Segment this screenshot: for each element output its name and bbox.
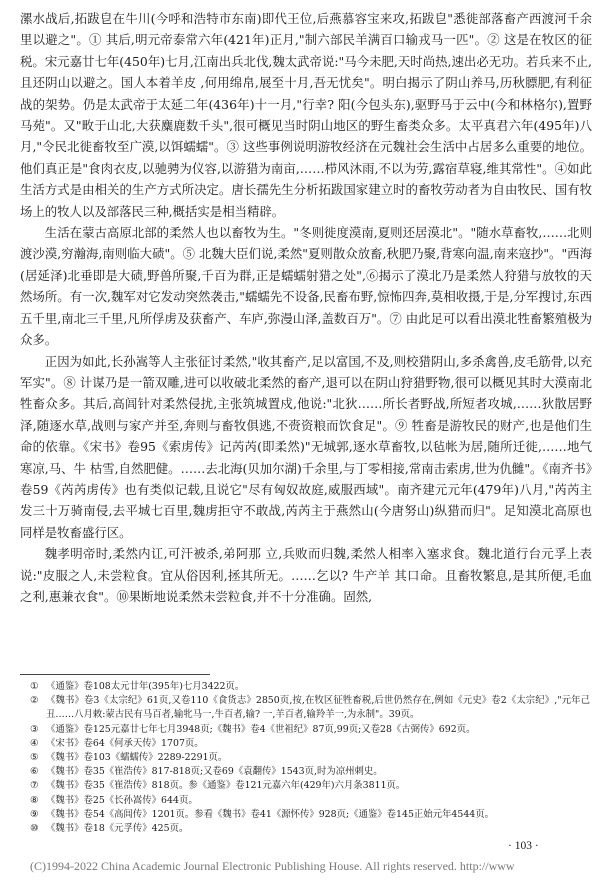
footnote-text: 《魏书》卷25《长孙嵩传》644页。 xyxy=(46,794,198,806)
footnote xyxy=(30,794,590,808)
footnote xyxy=(30,751,590,765)
footnotes xyxy=(30,680,590,836)
footnote-text: 《魏书》卷35《崔浩传》817-818页;又卷69《袁翻传》1543页,时为凉州刺史。 xyxy=(46,766,383,778)
footnote-mark: ⑨ xyxy=(30,808,39,820)
footnote-mark: ② xyxy=(30,695,39,707)
footnote-mark: ④ xyxy=(30,737,39,749)
footnote-mark: ① xyxy=(30,681,39,692)
footnote xyxy=(30,737,590,751)
paragraph: 正因为如此,长孙嵩等人主张征讨柔然,"收其畜产,足以富国,不及,则校猎阴山,多杀禽兽,皮毛筋骨,以充军实"。⑧ 计谋乃是一箭双雕,进可以收破北柔然的畜产,退可以在阴山狩猎野物,很可以概见其时大漠南北牲畜众多。其后,高闾针对柔然侵扰,主张筑城置戍,他说:"北狄……所长者野战,所短者攻城,……狄散居野泽,随逐水草,战则与家产并至,奔则与畜牧俱逃,不赍资粮而饮食足"。⑨ 牲畜是游牧民的财产,也是他们生命的依靠。《宋书》卷95《索虏传》记芮芮(即柔然)"无城郭,逐水草畜牧,以毡帐为居,随所迁徙,……地气寒凉,马、牛 枯雪,自然肥健。……去北海(贝加尔湖)千余里,与丁零相接,常南击索虏,世为仇雠"。《南齐书》卷59《芮芮虏传》也有类似记载,且说它"尽有匈奴故庭,威服西域"。南齐建元元年(479年)八月,"芮芮主发三十万骑南侵,去平城七百里,魏虏拒守不敢战,芮芮主于燕然山(今唐努山)纵猎而归"。足知漠北高原也同样是牧畜盛行区。 xyxy=(20,353,592,540)
footnote-mark: ⑧ xyxy=(30,794,39,806)
footnote-text: 《魏书》卷18《元孚传》425页。 xyxy=(46,823,189,835)
footnote-text: 《宋书》卷64《何承天传》1707页。 xyxy=(46,737,204,749)
footnote-mark: ③ xyxy=(30,723,39,735)
body-text xyxy=(20,8,592,607)
footnote-text: 《魏书》卷103《蠕蠕传》2289-2291页。 xyxy=(46,752,228,764)
paragraph: 魏孝明帝时,柔然内讧,可汗被杀,弟阿那 立,兵败而归魏,柔然人相率入塞求食。魏北道行台元孚上表说:"皮服之人,未尝粒食。宜从俗因利,拯其所无。……乞以? 牛产羊 其口命。且畜牧繁息,是其所便,毛血之利,惠兼衣食"。⑩果断地说柔然未尝粒食,并不十分准确。固然, xyxy=(20,546,592,604)
footnote-text: 《通鉴》卷108太元廿年(395年)七月3422页。 xyxy=(46,681,245,692)
footnote xyxy=(30,765,590,779)
page-number: · 103 · xyxy=(508,840,539,852)
paragraph: 生活在蒙古高原北部的柔然人也以畜牧为生。"冬则徙度漠南,夏则还居漠北"。"随水草畜牧,……北则渡沙漠,穷瀚海,南则临大碛"。⑤ 北魏大臣们说,柔然"夏则散众放畜,秋肥乃聚,背寒向温,南来寇抄"。"西海(居延泽)北垂即是大碛,野兽所聚,千百为群,正是蠕蠕射猎之处",⑥揭示了漠北乃是柔然人狩猎与放牧的天然场所。有一次,魏军对它发动突然袭击,"蠕蠕先不设备,民畜布野,惊怖四奔,莫相收摄,于是,分军搜讨,东西五千里,南北三千里,凡所俘虏及获畜产、车庐,弥漫山泽,盖数百万"。⑦ 由此足可以看出漠北牲畜繁殖极为众多。 xyxy=(20,225,592,348)
footnote-divider xyxy=(20,674,210,675)
footnote xyxy=(30,808,590,822)
footnote xyxy=(30,779,590,793)
footnote xyxy=(30,822,590,836)
footnote-text: 《魏书》卷35《崔浩传》818页。参《通鉴》卷121元嘉六年(429年)六月条3811页。 xyxy=(46,780,406,792)
footnote-mark: ⑦ xyxy=(30,780,39,792)
footnote-text: 《魏书》卷3《太宗纪》61页,又卷110《食货志》2850页,按,在牧区征牲畜税,后世仍然存在,例如《元史》卷2《太宗纪》,"元年己丑……八月敕:蒙古民有马百者,输牝马一,牛百者,输? 一,羊百者,输羚羊一,为永制"。39页。 xyxy=(46,695,590,721)
footnote-mark: ⑩ xyxy=(30,823,39,835)
footnote-mark: ⑥ xyxy=(30,766,39,778)
footnote-text: 《魏书》卷54《高闾传》1201页。参看《魏书》卷41《源怀传》928页;《通鉴》卷145正始元年4544页。 xyxy=(46,808,495,820)
footnote-mark: ⑤ xyxy=(30,752,39,764)
paragraph: 漯水战后,拓跋皀在牛川(今呼和浩特市东南)即代王位,后燕慕容宝来攻,拓跋皀"悉徙部落畜产西渡河千余里以避之"。① 其后,明元帝泰常六年(421年)正月,"制六部民羊满百口输戎马一匹"。② 这是在牧区的征税。宋元嘉廿七年(450年)七月,江南出兵北伐,魏太武帝说:"马今未肥,天时尚热,速出必无功。若兵来不止,且还阴山以避之。国人本着羊皮 ,何用绵帛,展至十月,吾无忧矣"。明白揭示了阴山养马,历秋膘肥,有利征战的架势。仍是太武帝于太延二年(436年)十一月,"行幸? 阳(今包头东),驱野马于云中(今和林格尔),置野马苑"。又"畋于山北,大获麋鹿数千头",很可概见当时阴山地区的野生畜类众多。太平真君六年(495年)八月,"令民北徙畜牧至广漠,以饵蠕蠕"。③ 这些事例说明游牧经济在元魏社会生活中占居多么重要的地位。他们真正是"食肉衣皮,以驰骋为仪容,以游猎为南亩,……栉风沐雨,不以为劳,露宿草寝,维其常性"。④如此生活方式是由相关的生产方式所决定。唐长孺先生分析拓跋国家建立时的畜牧劳动者为自由牧民、国有牧场上的牧人以及部落民三种,概括实是相当精辟。 xyxy=(20,11,592,219)
footnote xyxy=(30,723,590,737)
footnote xyxy=(30,680,590,694)
footnote xyxy=(30,694,590,722)
footnote-text: 《通鉴》卷125元嘉廿七年七月3948页;《魏书》卷4《世祖纪》87页,99页;又卷28《古弼传》692页。 xyxy=(46,723,476,735)
copyright-watermark: (C)1994-2022 China Academic Journal Electronic Publishing House. All rights reserved. http://www xyxy=(30,859,515,873)
